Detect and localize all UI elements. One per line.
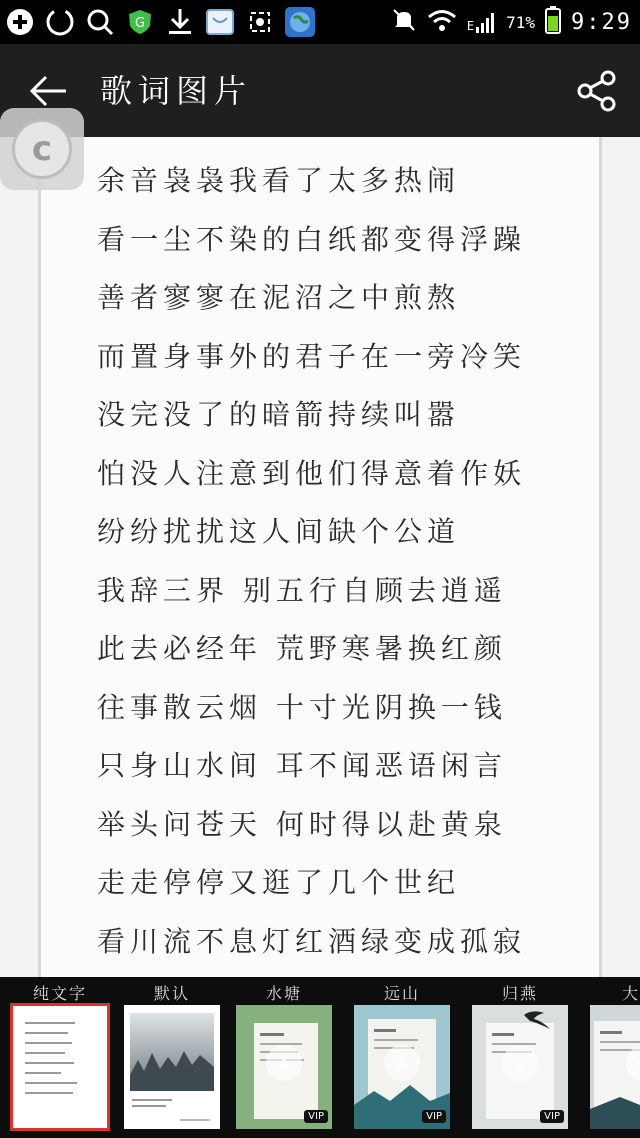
plus-circle-icon	[4, 6, 36, 38]
template-label: 大	[622, 984, 640, 1003]
template-label: 归燕	[501, 984, 538, 1003]
screenshot-icon	[244, 6, 276, 38]
download-icon	[266, 1045, 302, 1081]
template-distant-mountain[interactable]	[346, 977, 458, 1138]
template-label: 水塘	[265, 984, 302, 1003]
template-thumbnail	[354, 1005, 450, 1129]
template-partial[interactable]	[582, 977, 640, 1138]
lyric-line: 举头问苍天 何时得以赴黄泉	[97, 807, 507, 841]
template-plain-text[interactable]	[4, 977, 116, 1138]
template-thumbnail	[590, 1005, 640, 1129]
wifi-icon	[427, 8, 457, 37]
forest-fog-image	[124, 1005, 220, 1129]
download-icon	[502, 1045, 538, 1081]
template-label: 远山	[383, 984, 420, 1003]
mute-icon	[391, 7, 417, 38]
refresh-circle-icon	[44, 6, 76, 38]
template-returning-swallow[interactable]	[464, 977, 576, 1138]
battery-percent: 71%	[506, 12, 536, 32]
share-button[interactable]	[576, 70, 618, 112]
floating-assistant-button[interactable]	[0, 108, 84, 190]
lyric-line: 纷纷扰扰这人间缺个公道	[97, 515, 461, 548]
template-label: 纯文字	[32, 984, 87, 1003]
template-thumbnail	[236, 1005, 332, 1129]
network-type: E	[466, 19, 475, 33]
search-icon	[84, 6, 116, 38]
template-thumbnail	[472, 1005, 568, 1129]
template-thumbnail	[10, 1003, 110, 1131]
template-pond[interactable]	[228, 977, 340, 1138]
template-default[interactable]	[116, 977, 228, 1138]
download-icon	[164, 6, 196, 38]
toolbar	[0, 44, 640, 137]
status-time: 9:29	[571, 9, 632, 35]
shield-icon	[124, 6, 156, 38]
lyric-card	[38, 137, 602, 977]
page-title: 歌词图片	[100, 72, 253, 110]
lyric-line: 走走停停又逛了几个世纪	[97, 866, 461, 899]
vip-badge: VIP	[540, 1110, 564, 1123]
status-bar	[0, 0, 640, 44]
notification-icons	[4, 4, 316, 40]
lyric-line: 余音袅袅我看了太多热闹	[97, 164, 461, 197]
lyric-line: 善者寥寥在泥沼之中煎熬	[97, 281, 461, 314]
lyric-line: 没完没了的暗箭持续叫嚣	[97, 398, 461, 431]
lyric-line: 我辞三界 别五行自顾去逍遥	[97, 573, 507, 607]
lyric-line: 此去必经年 荒野寒暑换红颜	[97, 632, 507, 665]
download-icon	[384, 1045, 420, 1081]
lyric-line: 只身山水间 耳不闻恶语闲言	[97, 749, 507, 782]
lyric-line: 怕没人注意到他们得意着作妖	[97, 456, 527, 490]
vip-badge: VIP	[304, 1110, 328, 1123]
signal-icon	[467, 11, 496, 33]
battery-icon	[545, 6, 561, 39]
template-label: 默认	[153, 984, 190, 1003]
bag-icon	[204, 6, 236, 38]
globe-icon	[284, 6, 316, 38]
status-right	[391, 0, 632, 44]
template-bar	[0, 977, 640, 1138]
thumbnail-text-lines	[25, 1022, 97, 1102]
vip-badge: VIP	[422, 1110, 446, 1123]
lyrics-list	[97, 159, 526, 978]
lyric-line: 往事散云烟 十寸光阴换一钱	[97, 690, 507, 724]
c-logo-icon: c	[12, 119, 72, 179]
lyric-line: 看川流不息灯红酒绿变成孤寂	[97, 924, 527, 958]
template-thumbnail	[124, 1005, 220, 1129]
lyric-line: 看一尘不染的白纸都变得浮躁	[97, 222, 527, 256]
share-icon	[576, 70, 618, 112]
lyric-line: 而置身事外的君子在一旁冷笑	[97, 339, 527, 373]
svg-text:G: G	[134, 16, 146, 31]
